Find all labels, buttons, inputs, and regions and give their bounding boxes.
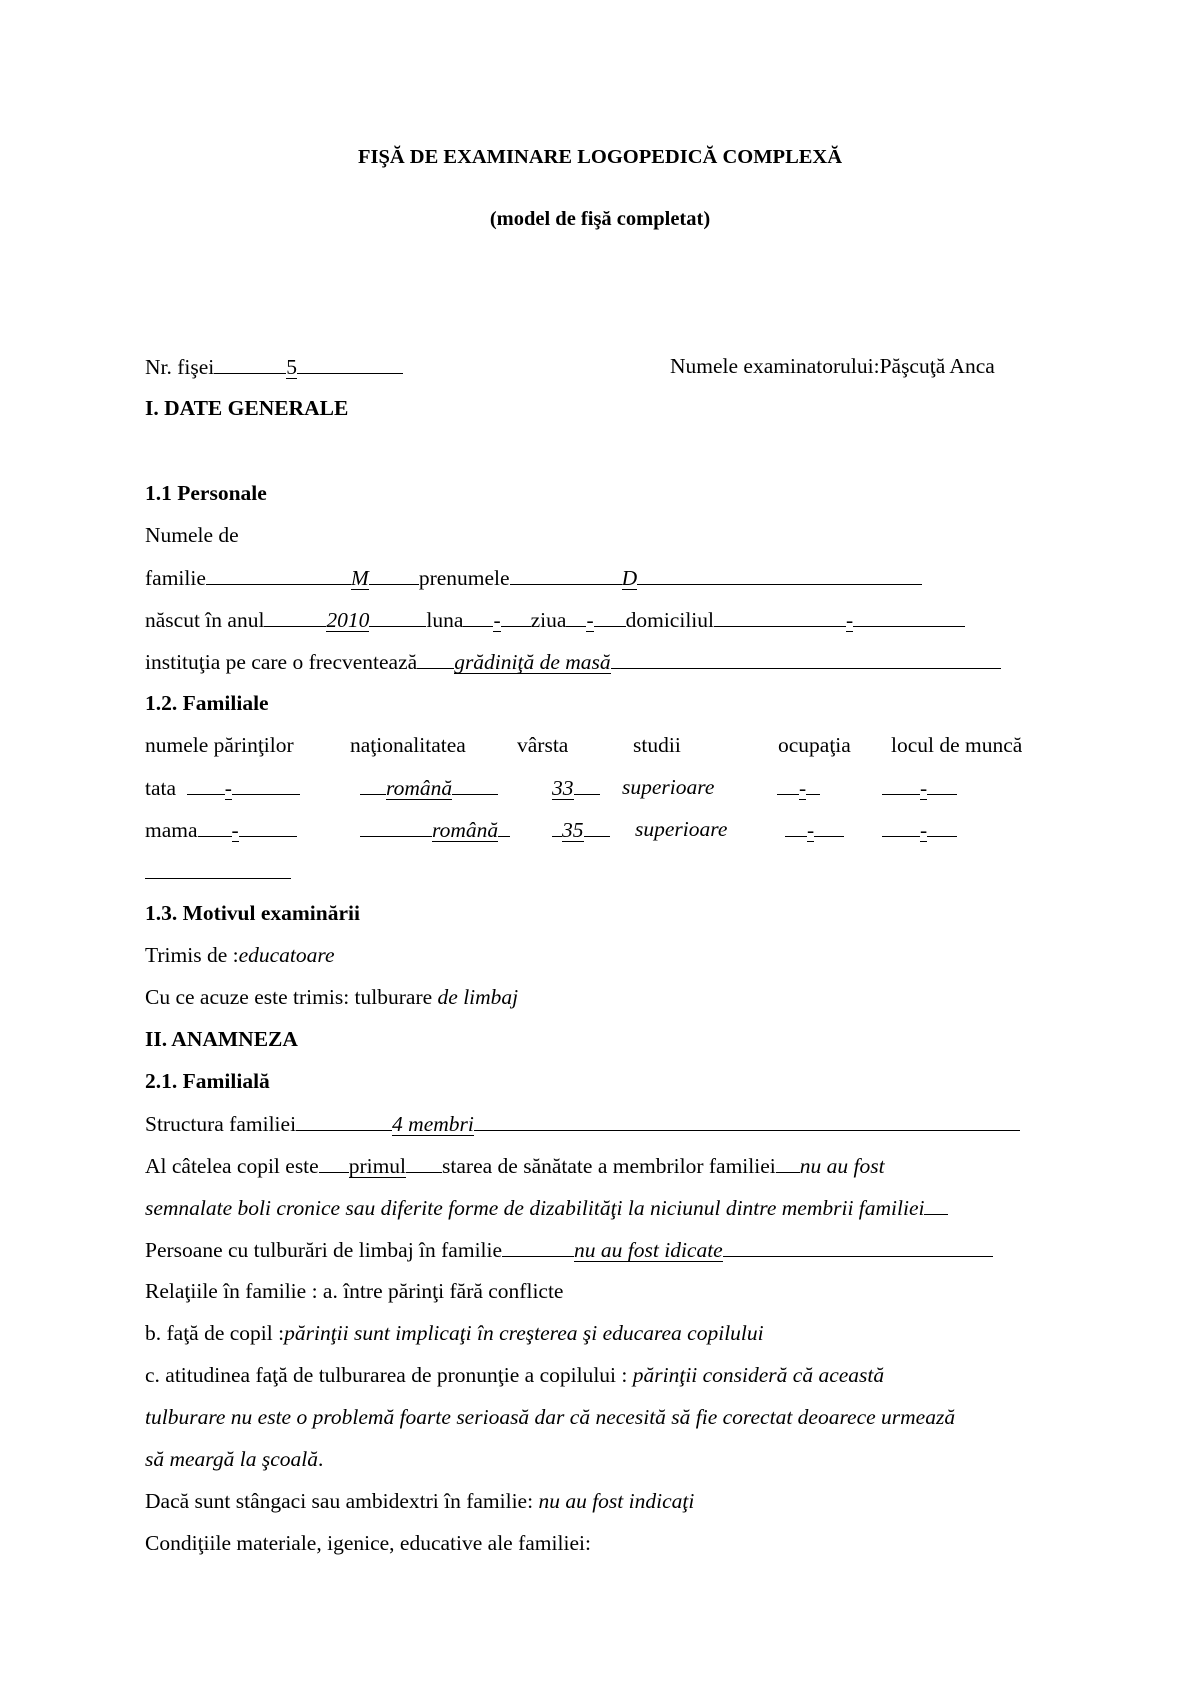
blank-line (406, 1151, 442, 1173)
complaint-value: de limbaj (437, 985, 519, 1009)
blank-line (611, 647, 1001, 669)
father-occupation-value: - (799, 776, 807, 800)
father-occupation-cell (777, 773, 820, 802)
blank-line (369, 563, 419, 585)
blank-line (145, 857, 291, 879)
blank-line (264, 605, 326, 627)
blank-line (776, 1151, 800, 1173)
mother-workplace-value: - (920, 818, 928, 842)
relation-c-label: c. atitudinea faţă de tulburarea de pronunţie a copilului : (145, 1363, 633, 1387)
personal-heading: 1.1 Personale (145, 481, 267, 505)
father-workplace-value: - (920, 776, 928, 800)
column-header: studii (633, 733, 681, 757)
blank-line (723, 1235, 993, 1257)
lefthanded-label: Dacă sunt stângaci sau ambidextri în familie: (145, 1489, 539, 1513)
blank-line (806, 773, 820, 795)
family-name-value: M (350, 566, 369, 590)
form-number-row (145, 352, 403, 381)
father-studies-cell (622, 773, 714, 801)
mother-occupation-value: - (807, 818, 815, 842)
blank-line (637, 563, 922, 585)
blank-line (452, 773, 498, 795)
blank-line (501, 605, 531, 627)
mother-studies-cell (635, 815, 727, 843)
blank-line (319, 1151, 349, 1173)
relation-b-label: b. faţă de copil : (145, 1321, 285, 1345)
birth-row (145, 605, 965, 634)
relation-c-end: . (318, 1447, 324, 1471)
blank-line (502, 1235, 574, 1257)
lefthanded-row (145, 1487, 694, 1515)
blank-line (297, 352, 403, 374)
complaint-row (145, 983, 518, 1011)
blank-line (584, 815, 610, 837)
family-anamnesis-heading: 2.1. Familială (145, 1069, 270, 1093)
father-studies-value: superioare (622, 775, 715, 799)
anamnesis-heading: II. ANAMNEZA (145, 1027, 298, 1051)
mother-age-value: 35 (562, 818, 584, 842)
blank-line (853, 605, 965, 627)
day-value: - (586, 608, 594, 632)
name-label-line1: Numele de (145, 523, 239, 547)
blank-line (360, 815, 432, 837)
blank-line (239, 815, 297, 837)
first-name-value: D (621, 566, 638, 590)
father-name-value: - (224, 776, 232, 800)
father-workplace-cell (882, 773, 957, 802)
blank-line (474, 1109, 1020, 1131)
day-label: ziua (530, 608, 567, 632)
column-header: naţionalitatea (350, 733, 466, 757)
domicile-label: domiciliul (625, 608, 714, 632)
relation-c-row (145, 1361, 884, 1389)
blank-line (566, 605, 586, 627)
blank-line (814, 815, 844, 837)
document-subtitle: (model de fişă completat) (489, 208, 711, 230)
family-structure-label: Structura familiei (145, 1112, 297, 1136)
form-number-value: 5 (286, 355, 298, 379)
column-header: ocupaţia (778, 733, 851, 757)
mother-studies-value: superioare (635, 817, 728, 841)
health-value-line1: nu au fost (799, 1154, 885, 1178)
father-age-value: 33 (552, 776, 574, 800)
blank-line (232, 773, 300, 795)
blank-line (882, 773, 920, 795)
month-value: - (493, 608, 501, 632)
institution-label: instituţia pe care o frecventează (145, 650, 418, 674)
blank-line (510, 563, 622, 585)
complaint-label: Cu ce acuze este trimis: tulburare (145, 985, 438, 1009)
mother-name-cell (145, 815, 297, 844)
family-structure-row (145, 1109, 1020, 1138)
health-row-2 (145, 1193, 948, 1222)
name-row (145, 563, 922, 592)
child-order-label: Al câtelea copil este (145, 1154, 319, 1178)
examiner-label: Numele examinatorului: (670, 354, 880, 378)
blank-line (187, 773, 225, 795)
speech-disorders-row (145, 1235, 993, 1264)
father-nationality-cell (360, 773, 498, 802)
blank-line (924, 1193, 948, 1215)
blank-line (296, 1109, 392, 1131)
examiner-row (670, 352, 995, 380)
relations-row: Relaţiile în familie : a. între părinţi fără conflicte (145, 1279, 564, 1303)
blank-line (574, 773, 600, 795)
sent-by-value: educatoare (238, 943, 335, 967)
blank-line (198, 815, 232, 837)
health-label: starea de sănătate a membrilor familiei (442, 1154, 776, 1178)
relation-c-row-3 (145, 1445, 323, 1473)
parents-extra-row (145, 857, 291, 886)
speech-disorders-label: Persoane cu tulburări de limbaj în familie (145, 1238, 503, 1262)
blank-line (882, 815, 920, 837)
child-order-row (145, 1151, 885, 1180)
blank-line (594, 605, 626, 627)
first-name-label: prenumele (418, 566, 510, 590)
born-year-value: 2010 (326, 608, 370, 632)
mother-workplace-cell (882, 815, 957, 844)
family-heading: 1.2. Familiale (145, 691, 269, 715)
family-structure-value: 4 membri (392, 1112, 474, 1136)
born-label: născut în anul (145, 608, 265, 632)
child-order-value: primul (348, 1154, 407, 1178)
column-header: numele părinţilor (145, 733, 294, 757)
blank-line (498, 815, 510, 837)
relation-c-value-line1: părinţii consideră că această (632, 1363, 885, 1387)
mother-nationality-value: română (432, 818, 499, 842)
lefthanded-value: nu au fost indicaţi (538, 1489, 695, 1513)
speech-disorders-value: nu au fost idicate (574, 1238, 723, 1262)
blank-line (463, 605, 493, 627)
relation-c-value-line2: tulburare nu este o problemă foarte serioasă dar că necesită să fie corectat deoarece urmează (145, 1405, 956, 1429)
father-age-cell (552, 773, 600, 802)
father-nationality-value: română (386, 776, 453, 800)
conditions-row: Condiţiile materiale, igenice, educative ale familiei: (145, 1531, 591, 1555)
sent-by-row (145, 941, 335, 969)
domicile-value: - (846, 608, 854, 632)
blank-line (552, 815, 562, 837)
institution-value: grădiniţă de masă (454, 650, 611, 674)
blank-line (785, 815, 807, 837)
mother-age-cell (552, 815, 610, 844)
examiner-value: Păşcuţă Anca (879, 354, 995, 378)
blank-line (777, 773, 799, 795)
section-general-heading: I. DATE GENERALE (145, 396, 349, 420)
blank-line (927, 773, 957, 795)
blank-line (714, 605, 846, 627)
column-header: locul de muncă (891, 733, 1023, 757)
father-name-cell (145, 773, 300, 802)
blank-line (360, 773, 386, 795)
relation-c-value-line3: să meargă la şcoală (145, 1447, 318, 1471)
document-title: FIŞĂ DE EXAMINARE LOGOPEDICĂ COMPLEXĂ (357, 146, 843, 168)
column-header: vârsta (517, 733, 569, 757)
reason-heading: 1.3. Motivul examinării (145, 901, 360, 925)
mother-name-value: - (231, 818, 239, 842)
month-label: luna (426, 608, 464, 632)
blank-line (214, 352, 286, 374)
blank-line (927, 815, 957, 837)
sent-by-label: Trimis de : (145, 943, 239, 967)
mother-occupation-cell (785, 815, 844, 844)
blank-line (206, 563, 351, 585)
relation-b-value: părinţii sunt implicaţi în creşterea şi educarea copilului (284, 1321, 764, 1345)
blank-line (369, 605, 426, 627)
institution-row (145, 647, 1001, 676)
health-value-line2: semnalate boli cronice sau diferite forme de dizabilităţi la niciunul dintre membrii familiei (145, 1196, 925, 1220)
family-name-label: familie (145, 566, 206, 590)
form-number-label: Nr. fişei (145, 355, 215, 379)
blank-line (417, 647, 454, 669)
father-label: tata (145, 776, 177, 800)
mother-nationality-cell (360, 815, 510, 844)
relation-b-row (145, 1319, 764, 1347)
mother-label: mama (145, 818, 198, 842)
